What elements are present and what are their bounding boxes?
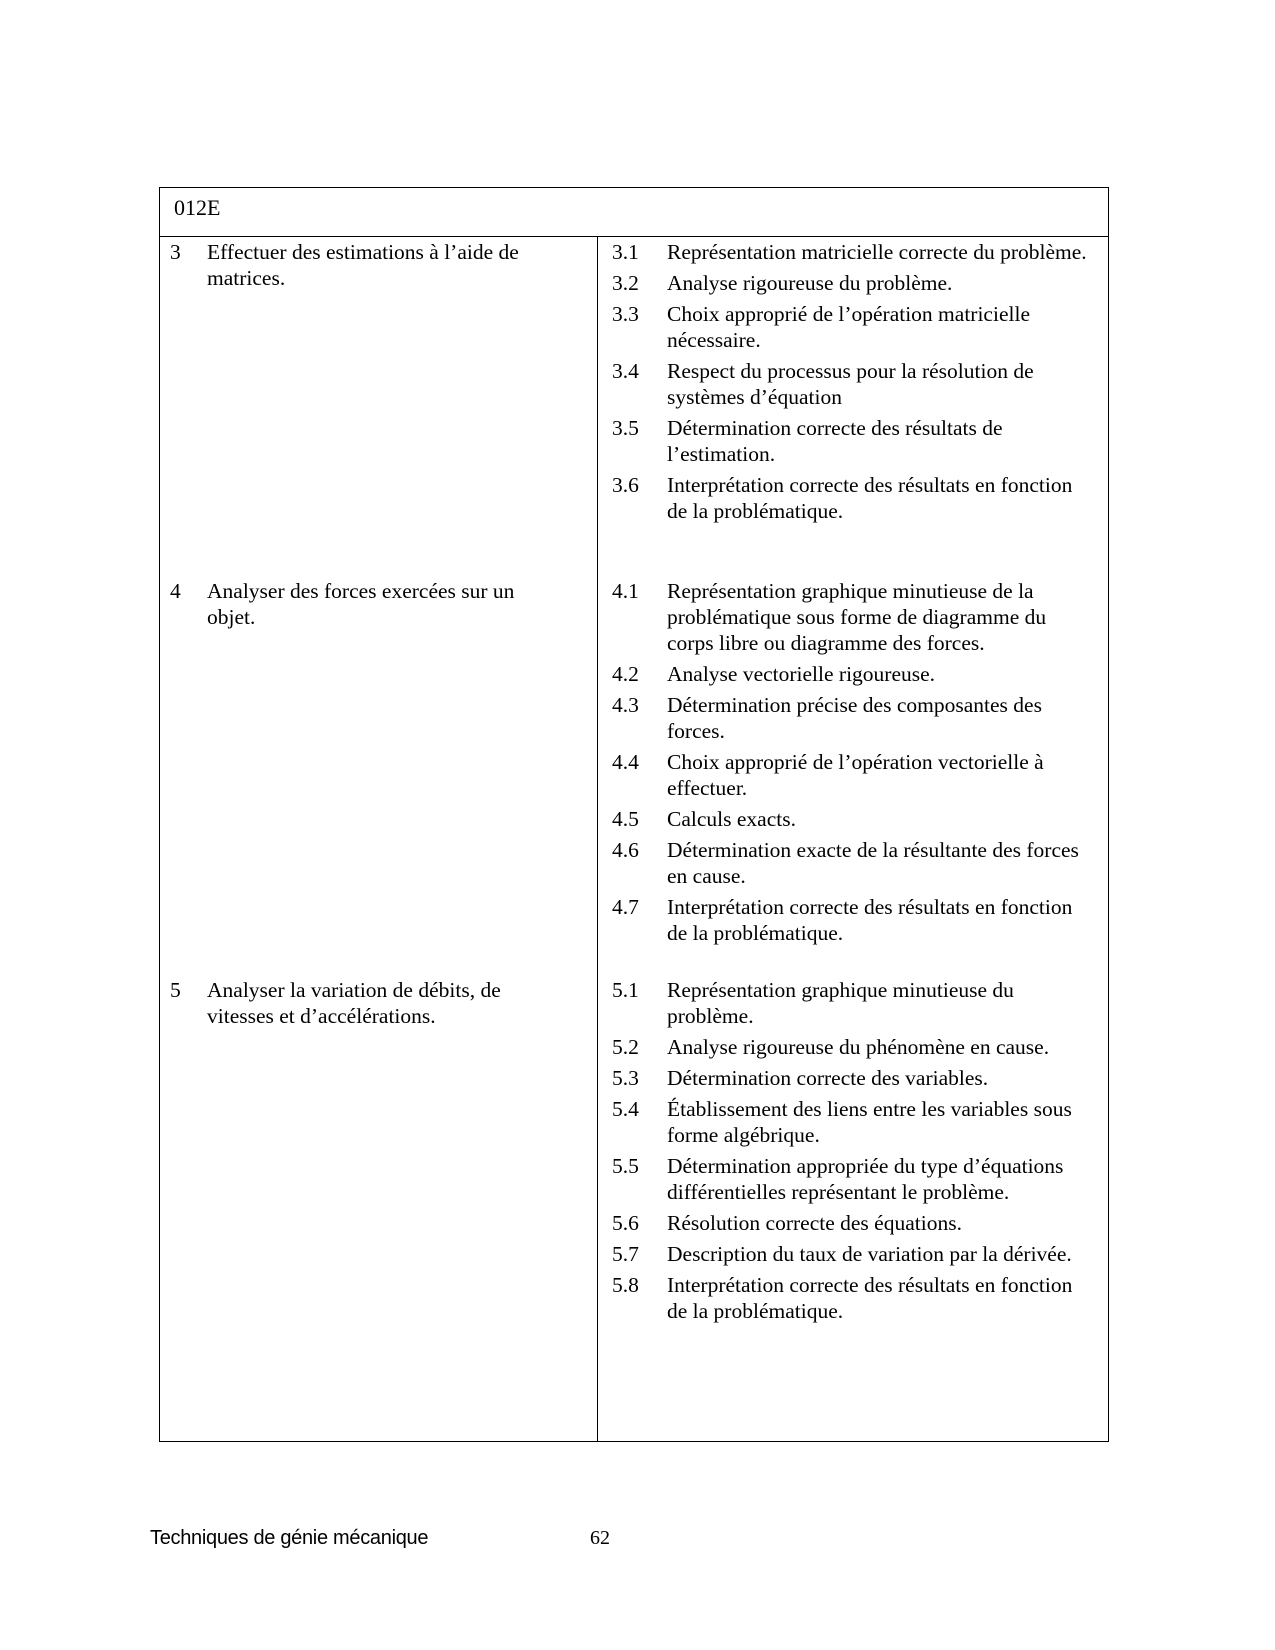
criterion [612, 1241, 1092, 1267]
criterion-text: Analyse rigoureuse du phénomène en cause. [667, 1035, 1050, 1059]
criterion [612, 894, 1092, 946]
criterion-number: 5.6 [612, 1211, 639, 1235]
criterion-text: Représentation graphique minutieuse de la problématique sous forme de diagramme du corps libre ou diagramme des forces. [667, 579, 1047, 655]
competence-text: Analyser des forces exercées sur un objet. [207, 579, 515, 629]
criterion [612, 977, 1092, 1029]
criterion-number: 5.8 [612, 1273, 639, 1297]
criterion-number: 5.1 [612, 978, 639, 1002]
code-header-row [160, 188, 1108, 237]
criterion [612, 661, 1092, 687]
criterion-text: Représentation matricielle correcte du problème. [667, 240, 1087, 264]
competence-number: 4 [170, 579, 181, 603]
criterion-text: Choix approprié de l’opération vectorielle à effectuer. [667, 750, 1044, 800]
criterion-text: Interprétation correcte des résultats en fonction de la problématique. [667, 1273, 1073, 1323]
competence-text: Analyser la variation de débits, de vitesses et d’accélérations. [207, 978, 501, 1028]
criterion-number: 4.2 [612, 662, 639, 686]
competence-text: Effectuer des estimations à l’aide de matrices. [207, 240, 519, 290]
criterion-number: 5.7 [612, 1242, 639, 1266]
criterion-number: 3.5 [612, 416, 639, 440]
footer-program-title: Techniques de génie mécanique [150, 1527, 429, 1549]
criterion [612, 692, 1092, 744]
criterion-text: Interprétation correcte des résultats en fonction de la problématique. [667, 895, 1073, 945]
competency-code: 012E [174, 195, 221, 220]
criterion [612, 1065, 1092, 1091]
criterion-number: 3.2 [612, 271, 639, 295]
criterion [612, 415, 1092, 467]
criterion [612, 239, 1092, 265]
performance-criteria-list [612, 977, 1092, 1329]
criterion-text: Calculs exacts. [667, 807, 796, 831]
criterion-number: 4.7 [612, 895, 639, 919]
criterion-number: 3.1 [612, 240, 639, 264]
criterion-number: 4.3 [612, 693, 639, 717]
criterion [612, 837, 1092, 889]
criterion-number: 3.3 [612, 302, 639, 326]
criterion-text: Interprétation correcte des résultats en fonction de la problématique. [667, 473, 1073, 523]
criterion-number: 3.6 [612, 473, 639, 497]
criterion-number: 5.4 [612, 1097, 639, 1121]
criterion-text: Détermination appropriée du type d’équations différentielles représentant le problème. [667, 1154, 1064, 1204]
criterion [612, 749, 1092, 801]
criterion-text: Détermination précise des composantes des forces. [667, 693, 1042, 743]
criterion-text: Détermination correcte des résultats de l’estimation. [667, 416, 1003, 466]
criterion [612, 806, 1092, 832]
criterion-number: 4.1 [612, 579, 639, 603]
competence-number: 3 [170, 240, 181, 264]
criterion [612, 1210, 1092, 1236]
criterion-number: 5.5 [612, 1154, 639, 1178]
criterion-text: Choix approprié de l’opération matricielle nécessaire. [667, 302, 1030, 352]
competency-table [159, 187, 1109, 1442]
performance-criteria-list [612, 578, 1092, 951]
criterion-number: 4.5 [612, 807, 639, 831]
criterion-text: Détermination correcte des variables. [667, 1066, 989, 1090]
criterion [612, 1096, 1092, 1148]
criterion [612, 270, 1092, 296]
criterion-text: Respect du processus pour la résolution de systèmes d’équation [667, 359, 1034, 409]
criterion-text: Établissement des liens entre les variables sous forme algébrique. [667, 1097, 1072, 1147]
criterion [612, 301, 1092, 353]
criterion-number: 5.2 [612, 1035, 639, 1059]
competence-number: 5 [170, 978, 181, 1002]
criterion-text: Représentation graphique minutieuse du problème. [667, 978, 1014, 1028]
criterion-number: 3.4 [612, 359, 639, 383]
criterion-text: Analyse rigoureuse du problème. [667, 271, 953, 295]
criterion-text: Résolution correcte des équations. [667, 1211, 962, 1235]
performance-criteria-list [612, 239, 1092, 529]
criterion [612, 1272, 1092, 1324]
criterion-text: Analyse vectorielle rigoureuse. [667, 662, 936, 686]
criterion [612, 358, 1092, 410]
criterion-text: Description du taux de variation par la dérivée. [667, 1242, 1072, 1266]
criterion [612, 1153, 1092, 1205]
criterion-number: 5.3 [612, 1066, 639, 1090]
footer-page-number: 62 [590, 1527, 610, 1549]
criterion-number: 4.4 [612, 750, 639, 774]
criterion [612, 472, 1092, 524]
criterion [612, 1034, 1092, 1060]
criterion [612, 578, 1092, 656]
column-divider [597, 237, 598, 1441]
criterion-number: 4.6 [612, 838, 639, 862]
criterion-text: Détermination exacte de la résultante des forces en cause. [667, 838, 1079, 888]
